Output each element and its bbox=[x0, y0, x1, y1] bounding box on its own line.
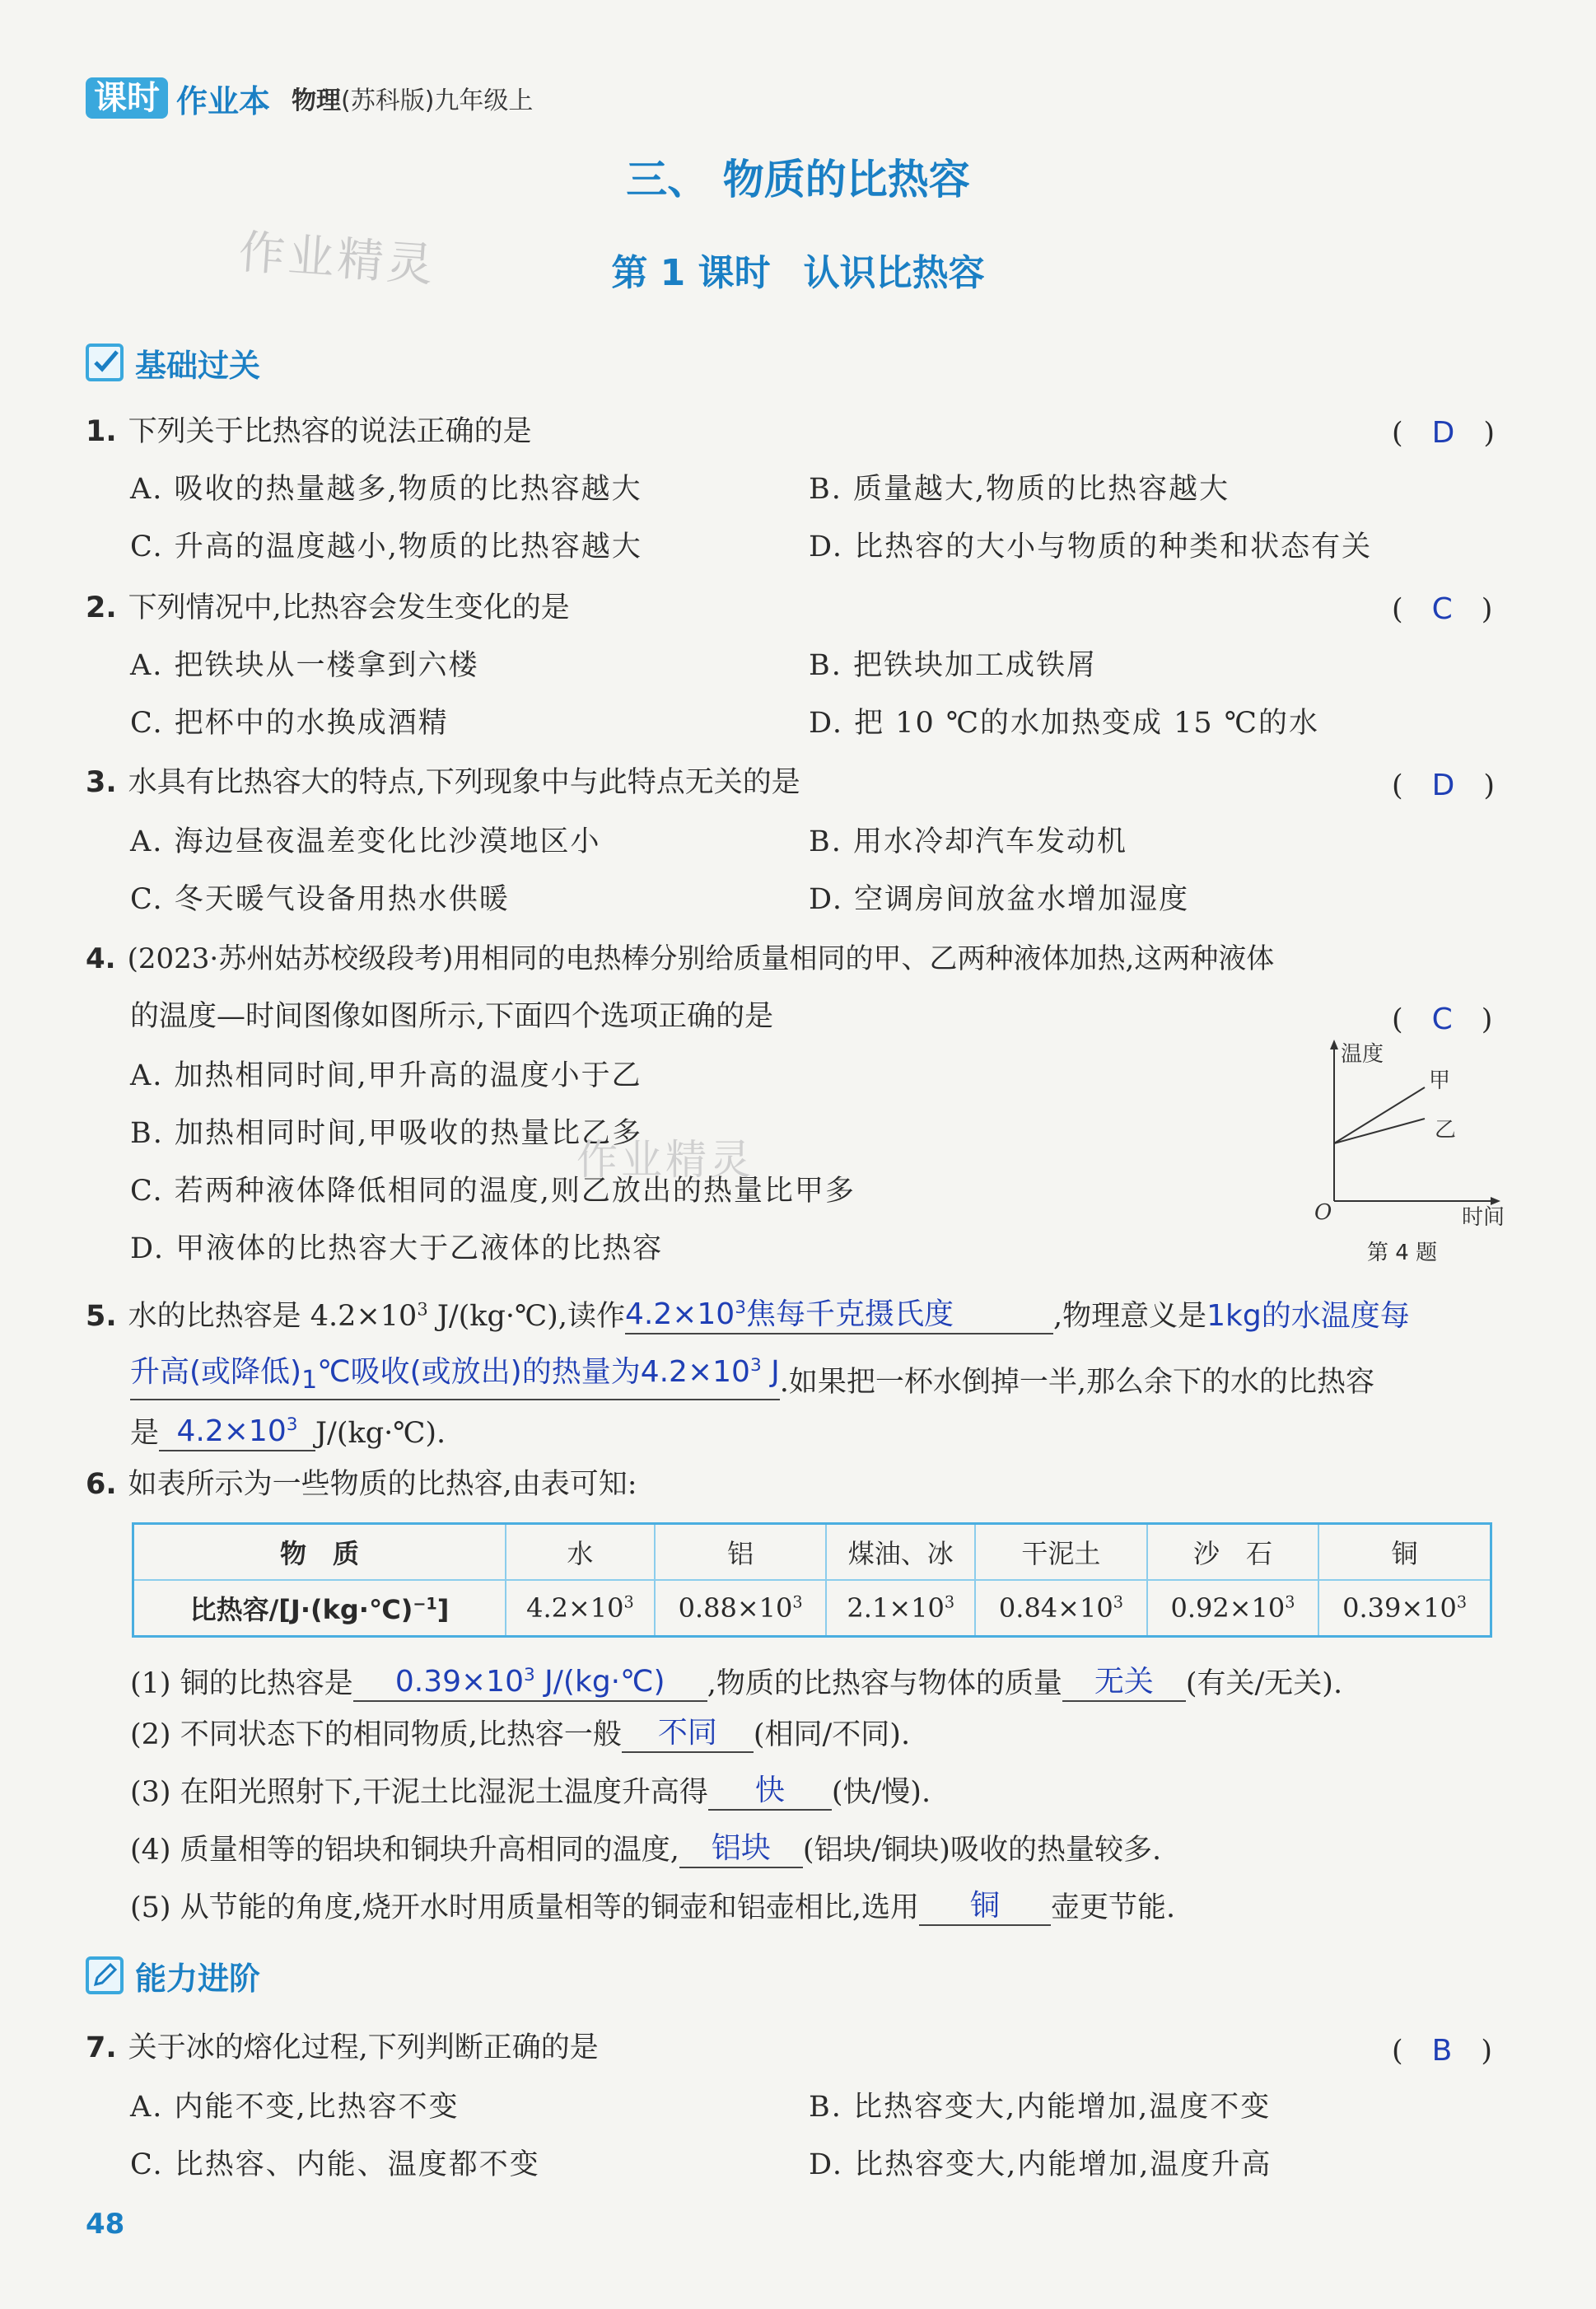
q3-option-a: A. 海边昼夜温差变化比沙漠地区小 bbox=[130, 825, 601, 858]
table-cell: 铜 bbox=[1318, 1524, 1491, 1581]
table-row-substance bbox=[133, 1524, 1491, 1581]
graph-series-jia: 甲 bbox=[1429, 1068, 1451, 1093]
lesson-title: 第 1 课时 认识比热容 bbox=[611, 252, 985, 294]
q2-stem: 2. 下列情况中,比热容会发生变化的是 bbox=[86, 591, 570, 624]
q2-option-b: B. 把铁块加工成铁屑 bbox=[809, 649, 1097, 682]
section-basic: 基础过关 bbox=[86, 339, 260, 386]
q4-answer-box: ( C ) bbox=[1392, 1003, 1493, 1036]
q3-option-b: B. 用水冷却汽车发动机 bbox=[809, 825, 1127, 858]
graph-series-yi: 乙 bbox=[1435, 1118, 1457, 1143]
y-axis-arrow-icon bbox=[1330, 1040, 1338, 1049]
q5-answer-remaining: $4.2\times 10^3$ bbox=[159, 1407, 315, 1451]
x-axis-arrow-icon bbox=[1491, 1197, 1500, 1205]
q4-graph-caption: 第 4 题 bbox=[1367, 1241, 1438, 1265]
q5-answer-meaning: 升高(或降低)$_1℃$吸收(或放出)的热量为$4.2\times 10^3$ J bbox=[130, 1348, 780, 1400]
brand-logo: 课时 bbox=[86, 77, 168, 119]
table-cell: 水 bbox=[506, 1524, 655, 1581]
q6-sub1-answer-copper: $0.39\times 10^3$ J/(kg·℃) bbox=[353, 1657, 707, 1702]
q4-option-a: A. 加热相同时间,甲升高的温度小于乙 bbox=[130, 1059, 642, 1092]
table-cell: 煤油、冰 bbox=[826, 1524, 975, 1581]
q5-line2: 升高(或降低)$_1℃$吸收(或放出)的热量为$4.2\times 10^3$ J.如果把一杯水倒掉一半,那么余下的水的比热容 bbox=[130, 1348, 1374, 1400]
table-cell: $0.88\times 10^3$ bbox=[655, 1580, 827, 1637]
q1-answer-box: ( D ) bbox=[1392, 416, 1496, 450]
q7-answer: B bbox=[1431, 2034, 1453, 2068]
q1-option-a: A. 吸收的热量越多,物质的比热容越大 bbox=[130, 473, 642, 506]
table-cell: 沙 石 bbox=[1147, 1524, 1319, 1581]
q4-stem-line1: 4. (2023·苏州姑苏校级段考)用相同的电热棒分别给质量相同的甲、乙两种液体加热,这两种液体 bbox=[86, 942, 1275, 975]
q6-sub1: (1) 铜的比热容是 $0.39\times 10^3$ J/(kg·℃) ,物质的比热容与物体的质量 无关 (有关/无关). bbox=[130, 1657, 1342, 1702]
q2-answer: C bbox=[1431, 592, 1453, 626]
watermark: 作业精灵 bbox=[236, 225, 438, 293]
q7-option-b: B. 比热容变大,内能增加,温度不变 bbox=[809, 2091, 1272, 2124]
q1-option-b: B. 质量越大,物质的比热容越大 bbox=[809, 473, 1230, 506]
q7-option-c: C. 比热容、内能、温度都不变 bbox=[130, 2148, 540, 2181]
q4-option-b: B. 加热相同时间,甲吸收的热量比乙多 bbox=[130, 1117, 643, 1150]
graph-xlabel: 时间 bbox=[1462, 1205, 1505, 1226]
q5-line3: 是 $4.2\times 10^3$ J/(kg·℃). bbox=[130, 1407, 446, 1451]
table-cell: $4.2\times 10^3$ bbox=[506, 1580, 655, 1637]
table-cell: $2.1\times 10^3$ bbox=[826, 1580, 975, 1637]
q7-answer-box: ( B ) bbox=[1392, 2034, 1493, 2068]
q4-answer: C bbox=[1431, 1003, 1453, 1036]
pencil-icon bbox=[86, 1956, 124, 1994]
q4-option-d: D. 甲液体的比热容大于乙液体的比热容 bbox=[130, 1232, 664, 1265]
q4-stem-line2: 的温度—时间图像如图所示,下面四个选项正确的是 bbox=[130, 1000, 774, 1033]
subject-label: 物理(苏科版)九年级上 bbox=[292, 86, 534, 115]
graph-ylabel: 温度 bbox=[1341, 1042, 1384, 1067]
table-cell: $0.92\times 10^3$ bbox=[1147, 1580, 1319, 1637]
table-header-substance: 物 质 bbox=[133, 1524, 506, 1581]
table-cell: 干泥土 bbox=[975, 1524, 1147, 1581]
section-advanced: 能力进阶 bbox=[86, 1952, 260, 1998]
q7-stem: 7. 关于冰的熔化过程,下列判断正确的是 bbox=[86, 2031, 599, 2064]
header-brand bbox=[86, 76, 533, 120]
brand-name: 作业本 bbox=[176, 82, 271, 119]
line-yi bbox=[1334, 1119, 1425, 1143]
table-cell: $0.84\times 10^3$ bbox=[975, 1580, 1147, 1637]
q3-option-c: C. 冬天暖气设备用热水供暖 bbox=[130, 883, 510, 916]
check-icon bbox=[86, 344, 124, 381]
q3-option-d: D. 空调房间放盆水增加湿度 bbox=[809, 883, 1190, 916]
watermark-2: 作业精灵 bbox=[576, 1136, 754, 1184]
q1-option-c: C. 升高的温度越小,物质的比热容越大 bbox=[130, 531, 642, 563]
line-jia bbox=[1334, 1087, 1425, 1143]
table-cell: 铝 bbox=[655, 1524, 827, 1581]
q3-stem: 3. 水具有比热容大的特点,下列现象中与此特点无关的是 bbox=[86, 766, 800, 799]
table-row-specific-heat bbox=[133, 1580, 1491, 1637]
q6-sub4: (4) 质量相等的铝块和铜块升高相同的温度, 铝块 (铝块/铜块)吸收的热量较多. bbox=[130, 1831, 1162, 1867]
q6-sub2: (2) 不同状态下的相同物质,比热容一般 不同 (相同/不同). bbox=[130, 1716, 911, 1751]
q2-answer-box: ( C ) bbox=[1392, 592, 1493, 626]
q4-temperature-time-graph bbox=[1309, 1036, 1515, 1226]
q1-option-d: D. 比热容的大小与物质的种类和状态有关 bbox=[809, 531, 1373, 563]
q3-answer: D bbox=[1431, 769, 1455, 802]
q6-sub1-answer-mass: 无关 bbox=[1062, 1664, 1186, 1702]
q4-option-c: C. 若两种液体降低相同的温度,则乙放出的热量比甲多 bbox=[130, 1175, 856, 1208]
q3-answer-box: ( D ) bbox=[1392, 769, 1496, 802]
q6-sub4-answer: 铝块 bbox=[679, 1830, 803, 1868]
q2-option-d: D. 把 10 ℃的水加热变成 15 ℃的水 bbox=[809, 707, 1319, 740]
q5-answer-reading: $4.2\times 10^3$焦每千克摄氏度 bbox=[625, 1290, 1053, 1334]
q7-option-a: A. 内能不变,比热容不变 bbox=[130, 2091, 460, 2124]
q7-option-d: D. 比热容变大,内能增加,温度升高 bbox=[809, 2148, 1272, 2181]
q6-sub2-answer: 不同 bbox=[622, 1715, 754, 1753]
q2-option-a: A. 把铁块从一楼拿到六楼 bbox=[130, 649, 479, 682]
q6-sub5: (5) 从节能的角度,烧开水时用质量相等的铜壶和铝壶相比,选用 铜 壶更节能. bbox=[130, 1889, 1176, 1924]
q1-stem: 1. 下列关于比热容的说法正确的是 bbox=[86, 415, 532, 448]
q6-stem: 6. 如表所示为一些物质的比热容,由表可知: bbox=[86, 1468, 637, 1501]
q2-option-c: C. 把杯中的水换成酒精 bbox=[130, 707, 449, 740]
q5-answer-meaning-start: 1kg的水温度每 bbox=[1206, 1299, 1410, 1333]
q6-sub3: (3) 在阳光照射下,干泥土比湿泥土温度升高得 快 (快/慢). bbox=[130, 1774, 931, 1809]
q1-answer: D bbox=[1431, 416, 1455, 450]
page-number: 48 bbox=[86, 2208, 125, 2241]
q6-sub5-answer: 铜 bbox=[919, 1888, 1051, 1926]
q6-sub3-answer: 快 bbox=[708, 1773, 832, 1811]
table-cell: $0.39\times 10^3$ bbox=[1318, 1580, 1491, 1637]
specific-heat-table bbox=[132, 1522, 1492, 1638]
table-header-specific-heat: 比热容/[J·(kg·℃)$^{-1}$] bbox=[133, 1580, 506, 1637]
q5-line1: 5. 水的比热容是 $4.2\times 10^3$ J/(kg·℃),读作$4.2\times 10^3$焦每千克摄氏度 ,物理意义是1kg的水温度每 bbox=[86, 1290, 1410, 1334]
graph-origin: O bbox=[1314, 1200, 1332, 1225]
chapter-title: 三、 物质的比热容 bbox=[626, 156, 970, 203]
